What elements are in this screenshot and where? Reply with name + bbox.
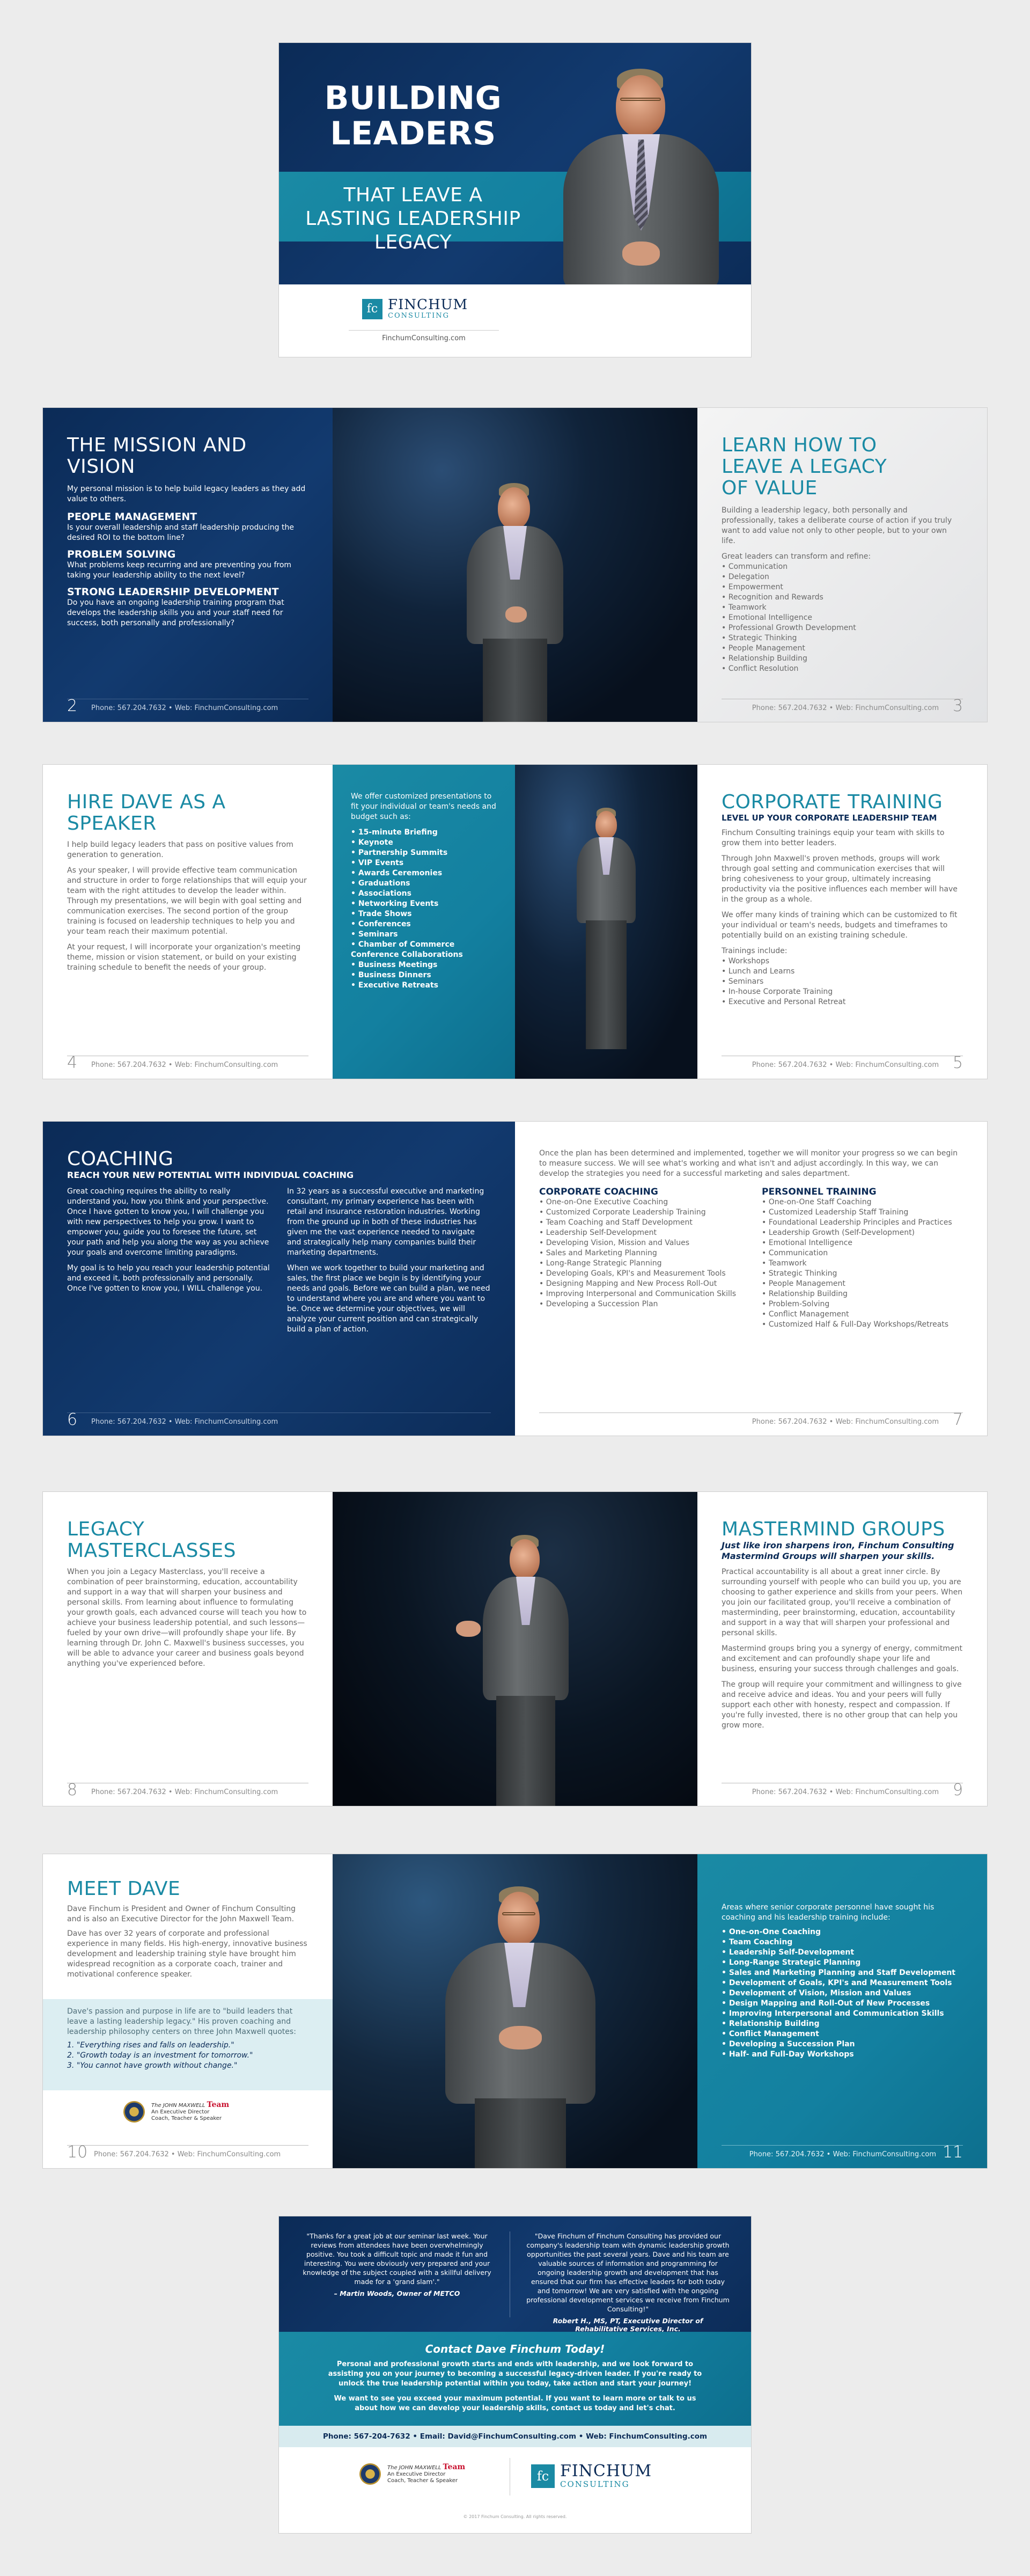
presenter-photo [531,59,751,284]
badge-line-1: An Executive Director [151,2109,210,2115]
list-item: • Relationship Building [722,2019,820,2028]
meet-para-1: Dave Finchum is President and Owner of Finchum Consulting and is also an Executive Director for the John Maxwell Team. [67,1905,296,1923]
list-item: • Seminars [351,930,398,939]
list-item: • Professional Growth Development [722,624,856,632]
legacy-title: LEARN HOW TO LEAVE A LEGACY OF VALUE [722,434,887,499]
testimonial-1-text: "Thanks for a great job at our seminar last week. Your reviews from attendees have been overwhelmingly positive. You took a difficult topic and made it fun and interesting. You were obviously very prepared and your knowledge of the subject coupled with a skillful delivery made for a 'grand slam'." [303,2232,491,2286]
list-item: • Empowerment [722,583,783,591]
badge-line-2: Coach, Teacher & Speaker [151,2116,222,2121]
cta-text-2: We want to see you exceed your maximum potential. If you want to learn more or talk to us about how we can develop your leadership skills, contact us today and let's chat. [334,2395,696,2412]
logo-name: FINCHUM [560,2462,652,2480]
list-item: • Awards Ceremonies [351,869,443,877]
footer-contact-7: Phone: 567.204.7632 • Web: FinchumConsulting.com [752,1418,939,1426]
events-intro: We offer customized presentations to fit your individual or team's needs and budget such as: [351,792,496,821]
badge-team: Team [207,2101,230,2109]
list-item: • Executive Retreats [351,981,439,990]
list-item: • Leadership Self-Development [539,1228,657,1237]
list-item: • Half- and Full-Day Workshops [722,2050,854,2059]
masterclass-panel [43,1492,333,1806]
list-item: • In-house Corporate Training [722,987,833,996]
list-item: • Lunch and Learns [722,967,795,976]
list-item: • Team Coaching and Staff Development [539,1218,693,1227]
cover-title: BUILDING LEADERS [324,79,502,152]
corporate-title: CORPORATE TRAINING [722,791,943,813]
coaching-panel [43,1122,515,1436]
badge-top: The JOHN MAXWELL [151,2103,205,2109]
cta-panel [279,2332,751,2426]
mission-text-1: Is your overall leadership and staff leadership producing the desired ROI to the bottom line? [67,523,294,542]
spread-pages-8-9 [43,1492,987,1806]
list-item: • Teamwork [762,1259,807,1268]
list-item: • Conflict Management [722,2030,819,2038]
list-item: • One-on-One Coaching [722,1928,821,1936]
list-item: • Conferences [351,920,411,928]
page-number-4: 4 [67,1053,78,1072]
coaching-title: COACHING [67,1148,174,1170]
list-item: • One-on-One Staff Coaching [762,1198,872,1206]
list-item: • Customized Leadership Staff Training [762,1208,909,1217]
list-item: • Developing a Succession Plan [539,1300,658,1308]
cover-url: FinchumConsulting.com [382,334,466,342]
spread-pages-4-5 [43,765,987,1079]
legacy-intro: Building a leadership legacy, both personally and professionally, takes a deliberate course of action if you truly want to add value not only to other people, but to your own life. [722,506,952,545]
list-item: • Sales and Marketing Planning [539,1249,657,1257]
copyright: © 2017 Finchum Consulting. All rights reserved. [463,2514,567,2519]
corporate-para-1: Finchum Consulting trainings equip your team with skills to grow them into better leaders. [722,829,945,847]
plan-intro: Once the plan has been determined and implemented, together we will monitor your progress so we can begin to measure success. We will see what's working and what isn't and adjust accordingly. In this way, we can develop the strategies you need for a successful marketing and sales department. [539,1149,958,1178]
page-number-8: 8 [67,1781,78,1799]
footer-contact-3: Phone: 567.204.7632 • Web: FinchumConsulting.com [752,704,939,712]
mission-heading-2: PROBLEM SOLVING [67,548,176,560]
spread-pages-6-7 [43,1122,987,1436]
cover-page [279,43,751,357]
list-item: • Problem-Solving [762,1300,830,1308]
mastermind-title: MASTERMIND GROUPS [722,1518,945,1540]
badge-line-1: An Executive Director [387,2471,446,2477]
cover-subtitle: THAT LEAVE A LASTING LEADERSHIP LEGACY [305,184,521,253]
badge-team: Team [443,2463,466,2471]
mission-panel [43,408,333,722]
list-item: • Business Meetings [351,961,438,969]
page-number-5: 5 [952,1053,963,1072]
page-number-3: 3 [952,697,963,715]
list-item: • 15-minute Briefing [351,828,438,837]
mastermind-panel [697,1492,987,1806]
testimonial-2-author: Robert H., MS, PT, Executive Director of Rehabilitative Services, Inc. [553,2317,703,2332]
list-item: • Long-Range Strategic Planning [722,1958,861,1967]
testimonial-1 [300,2231,494,2332]
quote-2: 2. "Growth today is an investment for tomorrow." [67,2051,253,2060]
list-item: • Conflict Management [762,1310,849,1319]
mission-title: THE MISSION AND VISION [67,434,247,478]
badge-line-2: Coach, Teacher & Speaker [387,2478,458,2484]
page-number-6: 6 [67,1410,78,1429]
cta-text: Personal and professional growth starts and ends with leadership, and we look forward to assisting you on your journey to becoming a successful legacy-driven leader. If you're ready to unlock the true leadership potential within you today, take action and start your journey! [328,2360,702,2388]
back-john-maxwell-badge [359,2463,465,2485]
list-item: • Teamwork [722,603,767,612]
corporate-list-intro: Trainings include: [722,947,788,955]
meet-para-2: Dave has over 32 years of corporate and professional experience in many fields. His high-energy, innovative business development and leadership training style have brought him widespread recognition as a corporate coach, trainer and motivational conference speaker. [67,1929,307,1979]
list-item: • Emotional Intelligence [722,613,812,622]
footer-contact-10: Phone: 567.204.7632 • Web: FinchumConsulting.com [94,2150,281,2158]
list-item: • Improving Interpersonal and Communication Skills [539,1290,737,1298]
list-item: • Long-Range Strategic Planning [539,1259,662,1268]
seal-icon [359,2463,381,2485]
masterclass-title: LEGACY MASTERCLASSES [67,1518,236,1562]
page-number-11: 11 [942,2143,963,2162]
page-number-7: 7 [952,1410,963,1429]
testimonial-1-author: – Martin Woods, Owner of METCO [334,2289,460,2297]
coaching-subtitle: REACH YOUR NEW POTENTIAL WITH INDIVIDUAL COACHING [67,1170,354,1180]
list-item: • People Management [722,644,805,653]
logo-name: FINCHUM [388,297,468,313]
coaching-col2-para-1: In 32 years as a successful executive and marketing consultant, my primary experience has been with retail and insurance restoration industries. Working from the ground up in both of these industries has given me the vast experience needed to navigate and strategically help many companies build their marketing departments. [287,1187,484,1257]
areas-panel [697,1854,987,2168]
areas-list [722,1927,963,2060]
list-item: • VIP Events [351,859,404,867]
list-item: • Relationship Building [762,1290,848,1298]
mastermind-para-3: The group will require your commitment and willingness to give and receive advice and ideas. You and your peers will fully support each other with honesty, respect and compassion. If you're fully invested, there is no other group that can help you grow more. [722,1680,962,1730]
list-item: • Developing Vision, Mission and Values [539,1239,689,1247]
logo-mark: fc [531,2464,555,2488]
list-item: • Graduations [351,879,410,888]
spread-pages-2-3 [43,408,987,722]
mastermind-para-2: Mastermind groups bring you a synergy of energy, commitment and excitement and can profoundly shape your life and business, ensuring your success through challenges and goals. [722,1644,963,1673]
speaker-photo-10-11 [333,1854,697,2168]
list-item: • Recognition and Rewards [722,593,823,602]
page-number-10: 10 [67,2143,88,2162]
list-item: • Associations [351,889,411,898]
mission-intro: My personal mission is to help build legacy leaders as they add value to others. [67,485,306,503]
mastermind-para-1: Practical accountability is all about a great inner circle. By surrounding yourself with people who can build you up, you are choosing to gather experience and skills from your peers. When you join our facilitated group, you'll receive a combination of masterminding, peer brainstorming, education, accountability and support in a way that will sharpen your professional and personal skills. [722,1568,963,1637]
mission-heading-3: STRONG LEADERSHIP DEVELOPMENT [67,586,279,598]
list-item: • Emotional Intelligence [762,1239,852,1247]
list-item: • People Management [762,1279,845,1288]
presenter-figure [424,1886,617,2168]
events-panel [333,765,515,1079]
coaching-services-panel [515,1122,987,1436]
speaker-para-1: I help build legacy leaders that pass on positive values from generation to generation. [67,840,293,859]
logo-mark: fc [362,299,382,319]
speaker-para-2: As your speaker, I will provide effective team communication and structure in order to forge relationships that will equip your team with the right attitudes to develop the leader within. Through my presentations, we will begin with goal setting and communication exercises. The second portion of the group training is focused on leadership techniques to help you and your team reach their maximum potential. [67,866,307,936]
list-item: • Strategic Thinking [722,634,797,642]
list-item: • Development of Goals, KPI's and Measurement Tools [722,1979,952,1987]
list-item: • Partnership Summits [351,848,448,857]
corporate-panel [697,765,987,1079]
speaker-photo-4-5 [515,765,697,1079]
quote-box [43,1999,333,2090]
contact-bar: Phone: 567-204-7632 • Email: David@FinchumConsulting.com • Web: FinchumConsulting.com [279,2426,751,2447]
testimonial-2 [526,2231,730,2332]
footer-contact-11: Phone: 567.204.7632 • Web: FinchumConsulting.com [749,2150,936,2158]
speaker-para-3: At your request, I will incorporate your organization's meeting theme, mission or vision statement, or build on your existing training schedule to benefit the needs of your group. [67,943,301,972]
logo-sub: CONSULTING [388,312,450,320]
back-cover [279,2216,751,2533]
list-item: • Chamber of Commerce Conference Collaborations [351,940,463,959]
quote-3: 3. "You cannot have growth without change." [67,2061,238,2070]
testimonial-2-text: "Dave Finchum of Finchum Consulting has provided our company's leadership team with dynamic leadership growth opportunities the past several years. Dave and his team are valuable sources of information and programming for ongoing leadership growth and development that has ensured that our firm has effective leaders for both today and tomorrow! We are very satisfied with the ongoing professional development services we receive from Finchum Consulting!" [526,2232,730,2313]
testimonials-panel [279,2216,751,2332]
list-item: • Relationship Building [722,654,807,663]
mission-text-2: What problems keep recurring and are preventing you from taking your leadership ability to the next level? [67,561,292,580]
corporate-subtitle: LEVEL UP YOUR CORPORATE LEADERSHIP TEAM [722,813,937,823]
footer-contact-6: Phone: 567.204.7632 • Web: FinchumConsulting.com [91,1418,278,1426]
seal-icon [123,2101,145,2123]
list-item: • Workshops [722,957,770,965]
footer-contact-8: Phone: 567.204.7632 • Web: FinchumConsulting.com [91,1788,278,1796]
legacy-panel [697,408,987,722]
list-item: • Designing Mapping and New Process Roll-Out [539,1279,717,1288]
list-item: • Leadership Self-Development [722,1948,855,1957]
list-item: • Trade Shows [351,910,412,918]
corporate-coaching-list [539,1197,740,1309]
personnel-training-list [762,1197,963,1330]
list-item: • Improving Interpersonal and Communication Skills [722,2009,944,2018]
quote-1: 1. "Everything rises and falls on leadership." [67,2041,234,2050]
meet-rule [67,2145,308,2146]
coaching-col2-para-2: When we work together to build your marketing and sales, the first place we begin is by identifying your needs and goals. Before we can build a plan, we need to understand where you are and where you want to be. Once we determine your objectives, we will analyze your current position and can strategically build a plan of action. [287,1264,490,1334]
list-item: • Customized Half & Full-Day Workshops/Retreats [762,1320,949,1329]
presenter-figure [456,1535,595,1806]
speaker-title: HIRE DAVE AS A SPEAKER [67,791,226,835]
john-maxwell-badge [123,2101,229,2123]
list-item: • Developing Goals, KPI's and Measurement Tools [539,1269,726,1278]
list-item: • Delegation [722,573,769,581]
speaker-panel [43,765,333,1079]
corporate-para-3: We offer many kinds of training which can be customized to fit your individual or team's needs, budgets and timeframes to potentially build on an existing training schedule. [722,911,958,940]
presenter-figure [440,483,590,722]
footer-contact-5: Phone: 567.204.7632 • Web: FinchumConsulting.com [752,1061,939,1069]
list-item: • Leadership Growth (Self-Development) [762,1228,915,1237]
footer-contact-4: Phone: 567.204.7632 • Web: FinchumConsulting.com [91,1061,278,1069]
legacy-list [722,562,963,674]
badge-top: The JOHN MAXWELL [387,2465,442,2471]
list-item: • Communication [722,562,788,571]
list-item: • Conflict Resolution [722,664,799,673]
mission-text-3: Do you have an ongoing leadership training program that develops the leadership skills you and your staff need for success, both personally and professionally? [67,598,284,627]
coaching-col1-para-1: Great coaching requires the ability to really understand you, how you think and your perspective. Once I have gotten to know you, I will challenge you with new perspectives to help you grow. I want to empower you, guide you to foresee the future, set your path and help you along the way as you achieve your goals and overcome limiting paradigms. [67,1187,269,1257]
list-item: • Keynote [351,838,393,847]
list-item: • Sales and Marketing Planning and Staff Development [722,1968,956,1977]
corporate-list [722,956,963,1007]
meet-title: MEET DAVE [67,1878,181,1900]
list-item: • Customized Corporate Leadership Training [539,1208,706,1217]
mission-heading-1: PEOPLE MANAGEMENT [67,511,197,523]
list-item: • Strategic Thinking [762,1269,837,1278]
speaker-photo-8-9 [333,1492,697,1806]
corporate-coaching-title: CORPORATE COACHING [539,1187,658,1197]
list-item: • Design Mapping and Roll-Out of New Processes [722,1999,930,2008]
list-item: • Communication [762,1249,828,1257]
mastermind-subtitle: Just like iron sharpens iron, Finchum Consulting Mastermind Groups will sharpen your skills. [722,1540,954,1561]
personnel-training-title: PERSONNEL TRAINING [762,1187,877,1197]
cover-divider [349,330,499,331]
list-item: • Seminars [722,977,764,986]
coaching-col1-para-2: My goal is to help you reach your leadership potential and exceed it, both professionally and personally. Once I've gotten to know you, I WILL challenge you. [67,1264,270,1293]
list-item: • Executive and Personal Retreat [722,998,846,1006]
footer-contact-9: Phone: 567.204.7632 • Web: FinchumConsulting.com [752,1788,939,1796]
footer-contact-2: Phone: 567.204.7632 • Web: FinchumConsulting.com [91,704,278,712]
masterclass-text: When you join a Legacy Masterclass, you'll receive a combination of peer brainstorming, education, accountability and support in a way that will sharpen your business and personal skills. From learning about influence to formulating your growth goals, each advanced course will teach you how to achieve your business leadership potential, and such lessons—fueled by your own drive—will profoundly shape your life. By learning through Dr. John C. Maxwell's business successes, you will be able to advance your career and business goals beyond anything you've experienced before. [67,1568,307,1668]
areas-rule [722,2145,963,2146]
meet-panel [43,1854,333,2168]
list-item: • One-on-One Executive Coaching [539,1198,668,1206]
page-number-9: 9 [952,1781,963,1799]
list-item: • Team Coaching [722,1938,793,1946]
cta-title: Contact Dave Finchum Today! [425,2343,605,2355]
areas-intro: Areas where senior corporate personnel have sought his coaching and his leadership training include: [722,1903,935,1922]
presenter-figure [569,808,644,1055]
list-item: • Foundational Leadership Principles and Practices [762,1218,952,1227]
cover-footer [279,284,751,357]
corporate-para-2: Through John Maxwell's proven methods, groups will work through goal setting and communication exercises that will bring cohesiveness to your group, ultimately increasing productivity via the positive influences each member will have in the group as a whole. [722,854,958,904]
list-item: • Business Dinners [351,971,431,979]
speaker-photo-2-3 [333,408,697,722]
quote-intro: Dave's passion and purpose in life are to "build leaders that leave a lasting leadership legacy." His proven coaching and leadership philosophy centers on three John Maxwell quotes: [67,2007,296,2036]
logo-sub: CONSULTING [560,2479,630,2489]
legacy-list-intro: Great leaders can transform and refine: [722,552,871,561]
page-number-2: 2 [67,697,78,715]
cover-logo [362,298,468,320]
events-list [351,828,497,991]
spread-pages-10-11 [43,1854,987,2168]
list-item: • Development of Vision, Mission and Values [722,1989,911,1997]
back-logo [531,2463,652,2489]
list-item: • Developing a Succession Plan [722,2040,855,2048]
list-item: • Networking Events [351,899,439,908]
